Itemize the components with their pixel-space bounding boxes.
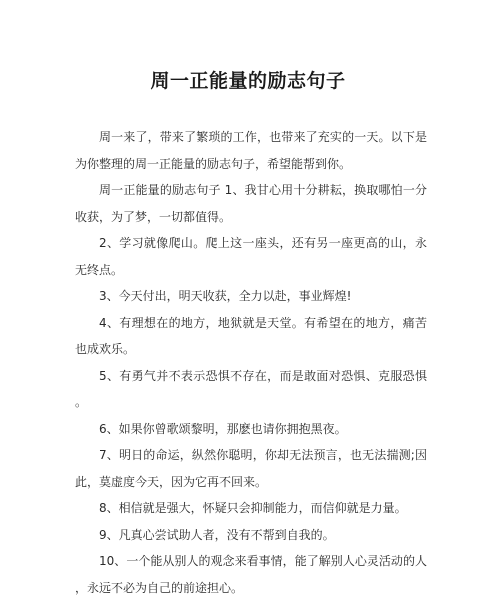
paragraph-quote-4: 4、有理想在的地方，地狱就是天堂。有希望在的地方，痛苦也成欢乐。 bbox=[75, 315, 427, 356]
paragraph-intro: 周一来了，带来了繁琐的工作，也带来了充实的一天。以下是 为你整理的周一正能量的励志句子，希望能帮到你。 bbox=[75, 130, 427, 171]
paragraph-quote-8: 8、相信就是强大，怀疑只会抑制能力，而信仰就是力量。 bbox=[99, 501, 407, 515]
paragraph-quote-7: 7、明日的命运，纵然你聪明，你却无法预言，也无法揣测;因此，莫虚度今天，因为它再不回来。 bbox=[75, 448, 427, 489]
paragraph-quote-3: 3、今天付出，明天收获，全力以赴，事业辉煌! bbox=[99, 289, 352, 303]
paragraph-quote-6: 6、如果你曾歌颂黎明，那麽也请你拥抱黑夜。 bbox=[99, 421, 347, 436]
paragraph-quote-2: 2、学习就像爬山。爬上这一座头，还有另一座更高的山，永无终点。 bbox=[75, 236, 427, 277]
document-title: 周一正能量的励志句子 bbox=[150, 70, 346, 92]
paragraph-quote-1: 周一正能量的励志句子 1、我甘心用十分耕耘，换取哪怕一分收获，为了梦，一切都值得。 bbox=[75, 183, 427, 224]
document-body bbox=[75, 124, 427, 601]
paragraph-quote-5: 5、有勇气并不表示恐惧不存在，而是敢面对恐惧、克服恐惧。 bbox=[75, 368, 427, 409]
paragraph-quote-9: 9、凡真心尝试助人者，没有不帮到自我的。 bbox=[99, 527, 335, 542]
paragraph-quote-10: 10、一个能从别人的观念来看事情，能了解别人心灵活动的人，永远不必为自己的前途担心。 bbox=[75, 554, 427, 595]
